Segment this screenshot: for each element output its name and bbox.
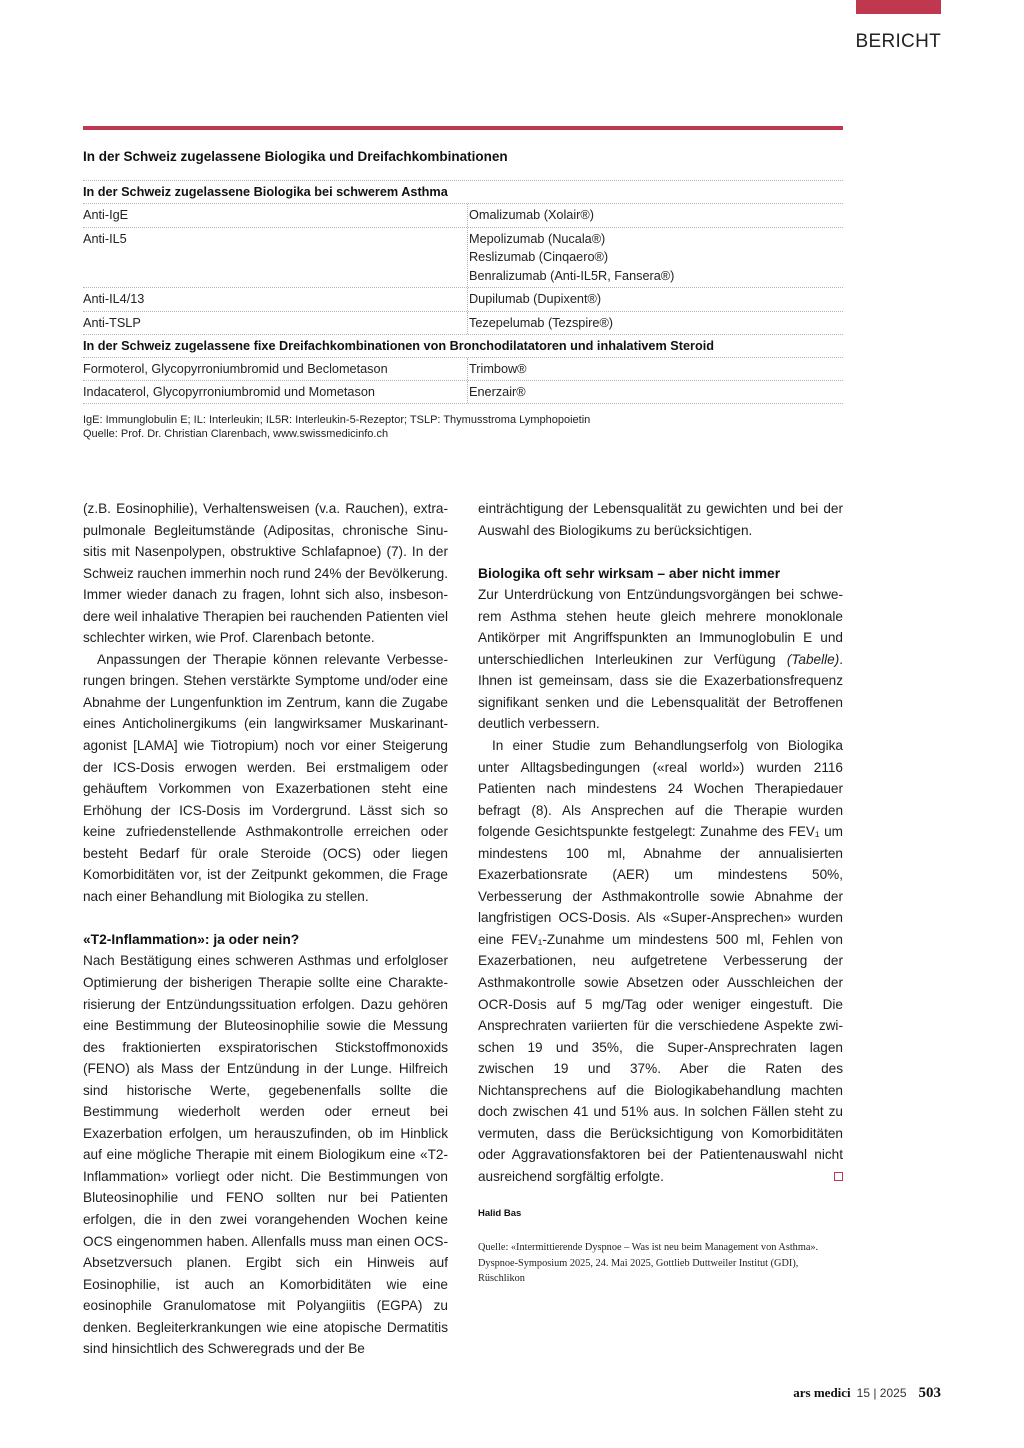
section-label: BERICHT bbox=[855, 31, 941, 52]
article-source: Quelle: «Intermittierende Dyspnoe – Was ist neu beim Management von Asthma». Dyspnoe-Symposium 2025, 24. Mai 2025, Gottlieb Duttweiler Institut (GDI), Rüschlikon bbox=[478, 1242, 819, 1284]
product-cell: Trimbow® bbox=[467, 358, 843, 380]
combination-cell: Indacaterol, Glycopyrroniumbromid und Mometason bbox=[83, 385, 375, 399]
target-cell: Anti-IL5 bbox=[83, 231, 127, 246]
end-of-article-icon bbox=[834, 1172, 843, 1181]
table-title: In der Schweiz zugelassene Biologika und Dreifachkombinationen bbox=[83, 149, 508, 164]
article-column-left bbox=[83, 498, 448, 1360]
subheading: Biologika oft sehr wirksam – aber nicht immer bbox=[478, 565, 781, 581]
author-name: Halid Bas bbox=[478, 1208, 522, 1220]
table-row bbox=[83, 380, 843, 403]
issue-number: 15 | 2025 bbox=[856, 1386, 907, 1400]
page-footer bbox=[793, 1385, 941, 1402]
drug-cell bbox=[467, 288, 843, 311]
section-heading-text: In der Schweiz zugelassene Biologika bei schwerem Asthma bbox=[83, 185, 448, 199]
info-table bbox=[83, 126, 843, 441]
drug-cell bbox=[467, 228, 843, 288]
accent-bar bbox=[856, 0, 941, 14]
drug-name: Reslizumab (Cinqaero®) bbox=[469, 250, 609, 264]
subheading: «T2-Inflammation»: ja oder nein? bbox=[83, 931, 300, 947]
article-column-right bbox=[478, 498, 843, 1287]
table-reference: (Tabelle) bbox=[786, 651, 840, 667]
drug-name: Benralizumab (Anti-IL5R, Fansera®) bbox=[469, 268, 675, 283]
table-section-heading bbox=[83, 334, 843, 357]
table-row bbox=[83, 357, 843, 380]
paragraph-text: In einer Studie zum Behandlungserfolg von Biologika unter Alltagsbedingungen («real world») wurden 2116 Patienten nach mindestens 24 Wochen Therapiedauer befragt (8). Als Ansprechen auf die Therapie wurden folgende Gesichtspunkte festgelegt: Zunahme des FEV₁ um mindestens 100 ml, Abnahme der annualisierten Exazerbationsrate (AER) um mindestens 50%, Verbesserung der Asthmakontrolle sowie Abnahme der langfristigen OCS-Dosis. Als «Super-Ansprechen» wurden eine FEV₁-Zunahme um mindestens 500 ml, Fehlen von Exazerbationen, neu aufgetretene Verbesserung der Asthmakontrolle sowie Absetzen oder Ausschleichen der OCR-Dosis auf 5 mg/Tag oder weniger eingestuft. Die Ansprechraten variierten für die verschiedene Aspekte zwischen 19 und 35%, die Super-Ansprechraten lagen zwischen 19 und 37%. Aber die Raten des Nichtansprechens auf die Biologikabehandlung machten doch zwischen 41 und 51% aus. In solchen Fällen steht zu vermuten, dass die Berücksichtigung von Komorbiditäten oder Aggravationsfaktoren bei der Patientenauswahl nicht ausreichend sorgfältig erfolgte. bbox=[478, 737, 843, 1184]
abbreviations-note: IgE: Immunglobulin E; IL: Interleukin; IL5R: Interleukin-5-Rezeptor; TSLP: Thymusstroma Lymphopoietin bbox=[83, 414, 591, 426]
paragraph: Nach Bestätigung eines schweren Asthmas und erfolgloser Optimierung der bisherigen Therapie sollte eine Charakterisierung der Entzündungssituation erfolgen. Dazu gehören eine Bestimmung der Bluteosinophilie sowie die Messung des fraktionierten exspiratorischen Stickstoffmonoxids (FENO) als Mass der Entzündung in der Lunge. Hilfreich sind historische Werte, gegebenenfalls sollte die Bestimmung wiederholt werden oder erneut bei Exazerbation erfolgen, um herauszufinden, ob im Hinblick auf eine mögliche Therapie mit einem Biologikum eine «T2-Inflammation» vorliegt oder nicht. Die Bestimmungen von Bluteosinophilie und FENO sollten nur bei Patienten erfolgen, die in den zwei vorangehenden Wochen keine OCS eingenommen haben. Allenfalls muss man einen OCS-Absetzversuch planen. Ergibt sich ein Hinweis auf Eosinophilie, ist auch an Komorbiditäten wie eine eosinophile Granulomatose mit Polyangiitis (EGPA) zu denken. Begleiterkrankungen wie eine atopische Dermatitis sind hinsichtlich des Schweregrads und der Be bbox=[83, 953, 448, 1357]
drug-cell bbox=[467, 204, 843, 227]
drug-name: Tezepelumab (Tezspire®) bbox=[469, 315, 614, 330]
target-cell: Anti-IgE bbox=[83, 208, 129, 222]
table-row bbox=[83, 203, 843, 227]
paragraph: (z.B. Eosinophilie), Verhaltensweisen (v.a. Rauchen), extrapulmonale Begleitumstände (Adipositas, chronische Sinusitis mit Nasenpolypen, obstruktive Schlafapnoe) (7). In der Schweiz rauchen immerhin noch rund 24% der Bevölkerung. Immer wieder danach zu fragen, lohnt sich also, insbesondere weil inhalative Therapien bei rauchenden Patienten viel schlechter wirken, wie Prof. Clarenbach betonte. bbox=[83, 501, 448, 646]
paragraph bbox=[478, 735, 843, 1187]
drug-name: Omalizumab (Xolair®) bbox=[469, 208, 594, 222]
table-row bbox=[83, 311, 843, 335]
table-bottom-rule bbox=[83, 403, 843, 404]
magazine-name: ars medici bbox=[793, 1385, 851, 1400]
paragraph: Anpassungen der Therapie können relevante Verbesserungen bringen. Stehen verstärkte Symptome und/oder eine Abnahme der Lungenfunktion im Zentrum, kann die Zugabe eines Anticholinergikums (ein langwirksamer Muskarinantagonist [LAMA] wie Tiotropium) noch vor einer Steigerung der ICS-Dosis erwogen werden. Bei erstmaligem oder gehäuftem Vorkommen von Exazerbationen steht eine Erhöhung der ICS-Dosis im Vordergrund. Lässt sich so keine zufriedenstellende Asthmakontrolle erreichen oder besteht Bedarf für orale Steroide (OCS) oder liegen Komorbiditäten vor, ist der Zeitpunkt gekommen, die Frage nach einer Behandlung mit Biologika zu stellen. bbox=[83, 651, 448, 904]
drug-cell bbox=[467, 312, 843, 335]
table-row bbox=[83, 287, 843, 311]
product-cell: Enerzair® bbox=[467, 381, 843, 403]
paragraph-text: . Ihnen ist gemeinsam, dass sie die Exazerbationsfrequenz signifikant senken und die Lebensqualität der Betroffenen deutlich verbessern. bbox=[478, 651, 843, 732]
table-top-rule bbox=[83, 126, 843, 130]
target-cell: Anti-TSLP bbox=[83, 315, 141, 330]
table-section-heading bbox=[83, 180, 843, 203]
paragraph-text: Zur Unterdrückung von Entzündungsvorgängen bei schwerem Asthma stehen heute gleich mehrere monoklonale Antikörper mit Angriffspunkten an Immunoglobulin E und unterschiedlichen Interleukinen zur Verfügung bbox=[478, 587, 843, 667]
table-source-note: Quelle: Prof. Dr. Christian Clarenbach, www.swissmedicinfo.ch bbox=[83, 428, 389, 440]
drug-name: Mepolizumab (Nucala®) bbox=[469, 231, 606, 246]
paragraph: einträchtigung der Lebensqualität zu gewichten und bei der Auswahl des Biologikums zu berücksichtigen. bbox=[478, 501, 843, 538]
drug-name: Dupilumab (Dupixent®) bbox=[469, 292, 602, 306]
paragraph bbox=[478, 584, 843, 735]
table-footnote bbox=[83, 413, 843, 441]
combination-cell: Formoterol, Glycopyrroniumbromid und Beclometason bbox=[83, 362, 388, 376]
table-row bbox=[83, 227, 843, 288]
target-cell: Anti-IL4/13 bbox=[83, 292, 145, 306]
page-number: 503 bbox=[918, 1385, 941, 1401]
section-heading-text: In der Schweiz zugelassene fixe Dreifachkombinationen von Bronchodilatatoren und inhalativem Steroid bbox=[83, 339, 714, 353]
